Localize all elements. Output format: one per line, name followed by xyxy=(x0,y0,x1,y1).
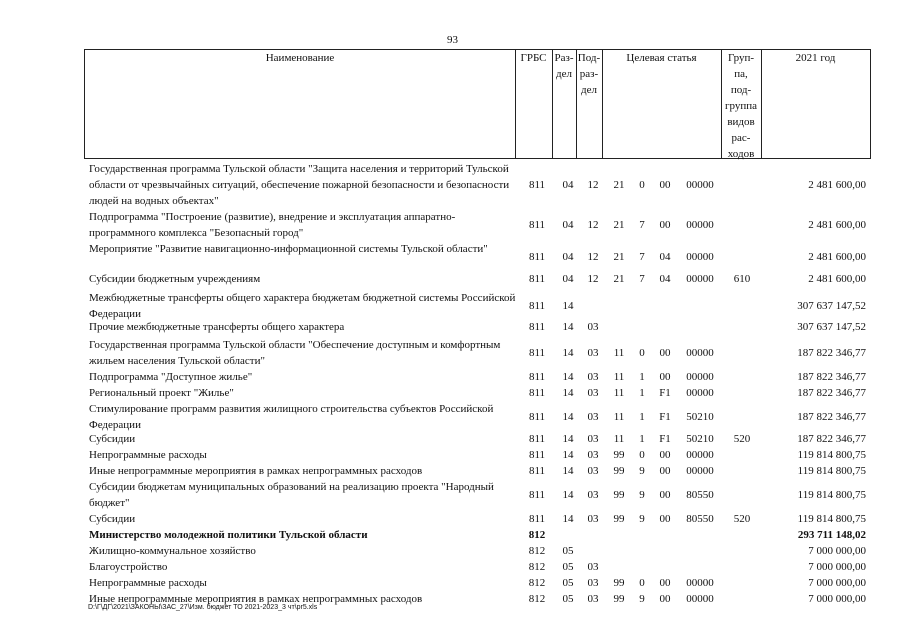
row-c3: 00 xyxy=(659,577,671,589)
row-c3: 00 xyxy=(659,219,671,231)
row-c4: 50210 xyxy=(686,411,714,423)
row-pr: 12 xyxy=(587,273,599,285)
row-grbs: 811 xyxy=(528,411,546,423)
row-c4: 00000 xyxy=(686,371,714,383)
row-grbs: 811 xyxy=(528,219,546,231)
row-name: Непрограммные расходы xyxy=(89,577,207,589)
row-vr: 520 xyxy=(733,513,751,525)
row-c4: 00000 xyxy=(686,465,714,477)
header-name: Наименование xyxy=(265,52,335,64)
row-c1: 99 xyxy=(613,593,625,605)
row-amount: 119 814 800,75 xyxy=(797,449,866,461)
row-grbs: 811 xyxy=(528,321,546,333)
row-c1: 21 xyxy=(613,251,625,263)
table-row xyxy=(0,527,905,543)
row-amount: 119 814 800,75 xyxy=(797,465,866,477)
row-c2: 7 xyxy=(639,219,645,231)
row-grbs: 811 xyxy=(528,449,546,461)
row-c3: 00 xyxy=(659,465,671,477)
row-c3: 00 xyxy=(659,179,671,191)
footer-file-path: D:\Г\ДГ\2021\ЗАКОНЫ\ЗАС_27\Изм. бюджет ТО 2021-2023_3 чт\pr5.xls xyxy=(88,604,318,611)
row-c3: 00 xyxy=(659,593,671,605)
row-c2: 7 xyxy=(639,251,645,263)
row-rz: 14 xyxy=(562,449,574,461)
row-name: Министерство молодежной политики Тульской области xyxy=(89,529,368,541)
row-name: Межбюджетные трансферты общего характера бюджетам бюджетной системы Российской Федерации xyxy=(89,292,516,320)
table-row xyxy=(0,431,905,447)
row-c1: 21 xyxy=(613,273,625,285)
row-grbs: 811 xyxy=(528,371,546,383)
table-header xyxy=(84,49,871,159)
row-pr: 03 xyxy=(587,321,599,333)
row-pr: 03 xyxy=(587,387,599,399)
row-c4: 00000 xyxy=(686,387,714,399)
row-name: Благоустройство xyxy=(89,561,168,573)
table-row xyxy=(0,319,905,335)
row-amount: 119 814 800,75 xyxy=(797,489,866,501)
header-grbs: ГРБС xyxy=(520,52,547,64)
row-c3: 00 xyxy=(659,489,671,501)
row-c1: 11 xyxy=(613,433,625,445)
table-row xyxy=(0,575,905,591)
row-rz: 14 xyxy=(562,321,574,333)
row-c3: 00 xyxy=(659,347,671,359)
row-grbs: 811 xyxy=(528,347,546,359)
header-podrazdel: Под- раз- дел xyxy=(577,52,601,96)
row-c4: 50210 xyxy=(686,433,714,445)
row-rz: 14 xyxy=(562,489,574,501)
table-row xyxy=(0,241,905,273)
row-rz: 14 xyxy=(562,411,574,423)
row-c1: 11 xyxy=(613,387,625,399)
row-c4: 00000 xyxy=(686,273,714,285)
row-c1: 21 xyxy=(613,219,625,231)
row-amount: 2 481 600,00 xyxy=(808,219,866,231)
row-amount: 187 822 346,77 xyxy=(797,371,866,383)
row-pr: 03 xyxy=(587,561,599,573)
row-grbs: 811 xyxy=(528,251,546,263)
table-row xyxy=(0,209,905,241)
row-amount: 2 481 600,00 xyxy=(808,251,866,263)
row-pr: 03 xyxy=(587,489,599,501)
row-rz: 14 xyxy=(562,513,574,525)
table-row xyxy=(0,385,905,401)
row-rz: 14 xyxy=(562,465,574,477)
row-grbs: 811 xyxy=(528,387,546,399)
row-c3: 00 xyxy=(659,513,671,525)
row-c2: 9 xyxy=(639,593,645,605)
row-rz: 14 xyxy=(562,347,574,359)
row-c2: 0 xyxy=(639,577,645,589)
row-pr: 03 xyxy=(587,347,599,359)
row-c4: 00000 xyxy=(686,449,714,461)
row-vr: 610 xyxy=(733,273,751,285)
row-c4: 00000 xyxy=(686,179,714,191)
row-rz: 14 xyxy=(562,387,574,399)
row-name: Иные непрограммные мероприятия в рамках непрограммных расходов xyxy=(89,465,423,477)
row-pr: 03 xyxy=(587,371,599,383)
table-row xyxy=(0,337,905,369)
row-c1: 99 xyxy=(613,465,625,477)
row-grbs: 811 xyxy=(528,273,546,285)
row-amount: 7 000 000,00 xyxy=(808,561,866,573)
row-pr: 03 xyxy=(587,433,599,445)
row-amount: 187 822 346,77 xyxy=(797,433,866,445)
row-c3: 00 xyxy=(659,449,671,461)
row-c2: 0 xyxy=(639,449,645,461)
row-c2: 1 xyxy=(639,371,645,383)
row-grbs: 812 xyxy=(528,593,546,605)
row-name: Иные непрограммные мероприятия в рамках непрограммных расходов xyxy=(89,593,423,605)
row-rz: 04 xyxy=(562,273,574,285)
row-c1: 11 xyxy=(613,411,625,423)
row-name: Мероприятие "Развитие навигационно-информационной системы Тульской области" xyxy=(89,243,488,255)
row-c4: 80550 xyxy=(686,489,714,501)
row-amount: 2 481 600,00 xyxy=(808,273,866,285)
table-row xyxy=(0,290,905,322)
row-rz: 04 xyxy=(562,219,574,231)
table-row xyxy=(0,271,905,287)
row-name: Непрограммные расходы xyxy=(89,449,207,461)
row-name: Подпрограмма "Доступное жилье" xyxy=(89,371,253,383)
row-grbs: 812 xyxy=(528,561,546,573)
table-row xyxy=(0,543,905,559)
header-target: Целевая статья xyxy=(626,52,697,64)
row-pr: 03 xyxy=(587,465,599,477)
row-grbs: 811 xyxy=(528,433,546,445)
row-rz: 04 xyxy=(562,179,574,191)
row-amount: 307 637 147,52 xyxy=(797,300,866,312)
row-c4: 80550 xyxy=(686,513,714,525)
row-c2: 1 xyxy=(639,411,645,423)
row-rz: 14 xyxy=(562,300,574,312)
row-c1: 99 xyxy=(613,513,625,525)
row-grbs: 812 xyxy=(528,577,546,589)
row-grbs: 811 xyxy=(528,179,546,191)
table-row xyxy=(0,161,905,209)
row-name: Субсидии бюджетам муниципальных образований на реализацию проекта "Народный бюджет" xyxy=(89,481,494,509)
row-c1: 11 xyxy=(613,371,625,383)
table-row xyxy=(0,479,905,511)
row-amount: 7 000 000,00 xyxy=(808,545,866,557)
row-pr: 12 xyxy=(587,219,599,231)
row-grbs: 811 xyxy=(528,300,546,312)
row-c4: 00000 xyxy=(686,593,714,605)
row-name: Государственная программа Тульской области "Обеспечение доступным и комфортным жильем населения Тульской области" xyxy=(89,339,501,367)
row-name: Подпрограмма "Построение (развитие), внедрение и эксплуатация аппаратно-программного комплекса "Безопасный город" xyxy=(89,211,456,239)
row-amount: 187 822 346,77 xyxy=(797,411,866,423)
row-rz: 14 xyxy=(562,433,574,445)
row-c4: 00000 xyxy=(686,577,714,589)
row-rz: 05 xyxy=(562,545,574,557)
table-row xyxy=(0,463,905,479)
row-c1: 99 xyxy=(613,449,625,461)
row-pr: 03 xyxy=(587,577,599,589)
row-pr: 03 xyxy=(587,513,599,525)
row-amount: 7 000 000,00 xyxy=(808,577,866,589)
row-name: Субсидии xyxy=(89,433,136,445)
row-c2: 9 xyxy=(639,465,645,477)
row-grbs: 812 xyxy=(528,529,546,541)
row-c1: 11 xyxy=(613,347,625,359)
row-amount: 293 711 148,02 xyxy=(797,529,866,541)
row-vr: 520 xyxy=(733,433,751,445)
row-pr: 12 xyxy=(587,179,599,191)
row-name: Региональный проект "Жилье" xyxy=(89,387,234,399)
row-c3: 00 xyxy=(659,371,671,383)
row-pr: 03 xyxy=(587,411,599,423)
row-amount: 307 637 147,52 xyxy=(797,321,866,333)
row-c1: 21 xyxy=(613,179,625,191)
row-grbs: 812 xyxy=(528,545,546,557)
row-name: Прочие межбюджетные трансферты общего характера xyxy=(89,321,345,333)
row-c3: F1 xyxy=(659,433,671,445)
table-row xyxy=(0,559,905,575)
row-pr: 03 xyxy=(587,449,599,461)
row-amount: 7 000 000,00 xyxy=(808,593,866,605)
row-rz: 05 xyxy=(562,561,574,573)
page-number: 93 xyxy=(447,34,458,46)
row-pr: 12 xyxy=(587,251,599,263)
row-grbs: 811 xyxy=(528,489,546,501)
table-row xyxy=(0,511,905,527)
row-amount: 119 814 800,75 xyxy=(797,513,866,525)
row-grbs: 811 xyxy=(528,513,546,525)
row-c2: 7 xyxy=(639,273,645,285)
row-c4: 00000 xyxy=(686,347,714,359)
row-c2: 9 xyxy=(639,513,645,525)
header-group: Груп- па, под- группа видов рас- ходов xyxy=(724,52,758,160)
row-amount: 187 822 346,77 xyxy=(797,387,866,399)
row-c4: 00000 xyxy=(686,251,714,263)
row-rz: 14 xyxy=(562,371,574,383)
row-c3: F1 xyxy=(659,411,671,423)
row-c4: 00000 xyxy=(686,219,714,231)
row-pr: 03 xyxy=(587,593,599,605)
row-c3: 04 xyxy=(659,251,671,263)
table-row xyxy=(0,369,905,385)
row-c3: F1 xyxy=(659,387,671,399)
row-c1: 99 xyxy=(613,489,625,501)
row-name: Государственная программа Тульской области "Защита населения и территорий Тульской области от чрезвычайных ситуаций, обеспечение пожарной безопасности и безопасности людей на водных объектах" xyxy=(89,163,510,207)
row-c2: 0 xyxy=(639,347,645,359)
row-name: Субсидии бюджетным учреждениям xyxy=(89,273,261,285)
table-row xyxy=(0,447,905,463)
row-name: Субсидии xyxy=(89,513,136,525)
row-c3: 04 xyxy=(659,273,671,285)
row-c1: 99 xyxy=(613,577,625,589)
row-c2: 9 xyxy=(639,489,645,501)
row-rz: 04 xyxy=(562,251,574,263)
row-rz: 05 xyxy=(562,577,574,589)
header-year: 2021 год xyxy=(795,52,836,64)
row-name: Жилищно-коммунальное хозяйство xyxy=(89,545,256,557)
row-name: Стимулирование программ развития жилищного строительства субъектов Российской Федерации xyxy=(89,403,494,431)
row-rz: 05 xyxy=(562,593,574,605)
row-grbs: 811 xyxy=(528,465,546,477)
row-c2: 1 xyxy=(639,433,645,445)
row-c2: 0 xyxy=(639,179,645,191)
header-razdel: Раз- дел xyxy=(554,52,574,80)
row-amount: 187 822 346,77 xyxy=(797,347,866,359)
table-row xyxy=(0,401,905,433)
row-amount: 2 481 600,00 xyxy=(808,179,866,191)
row-c2: 1 xyxy=(639,387,645,399)
